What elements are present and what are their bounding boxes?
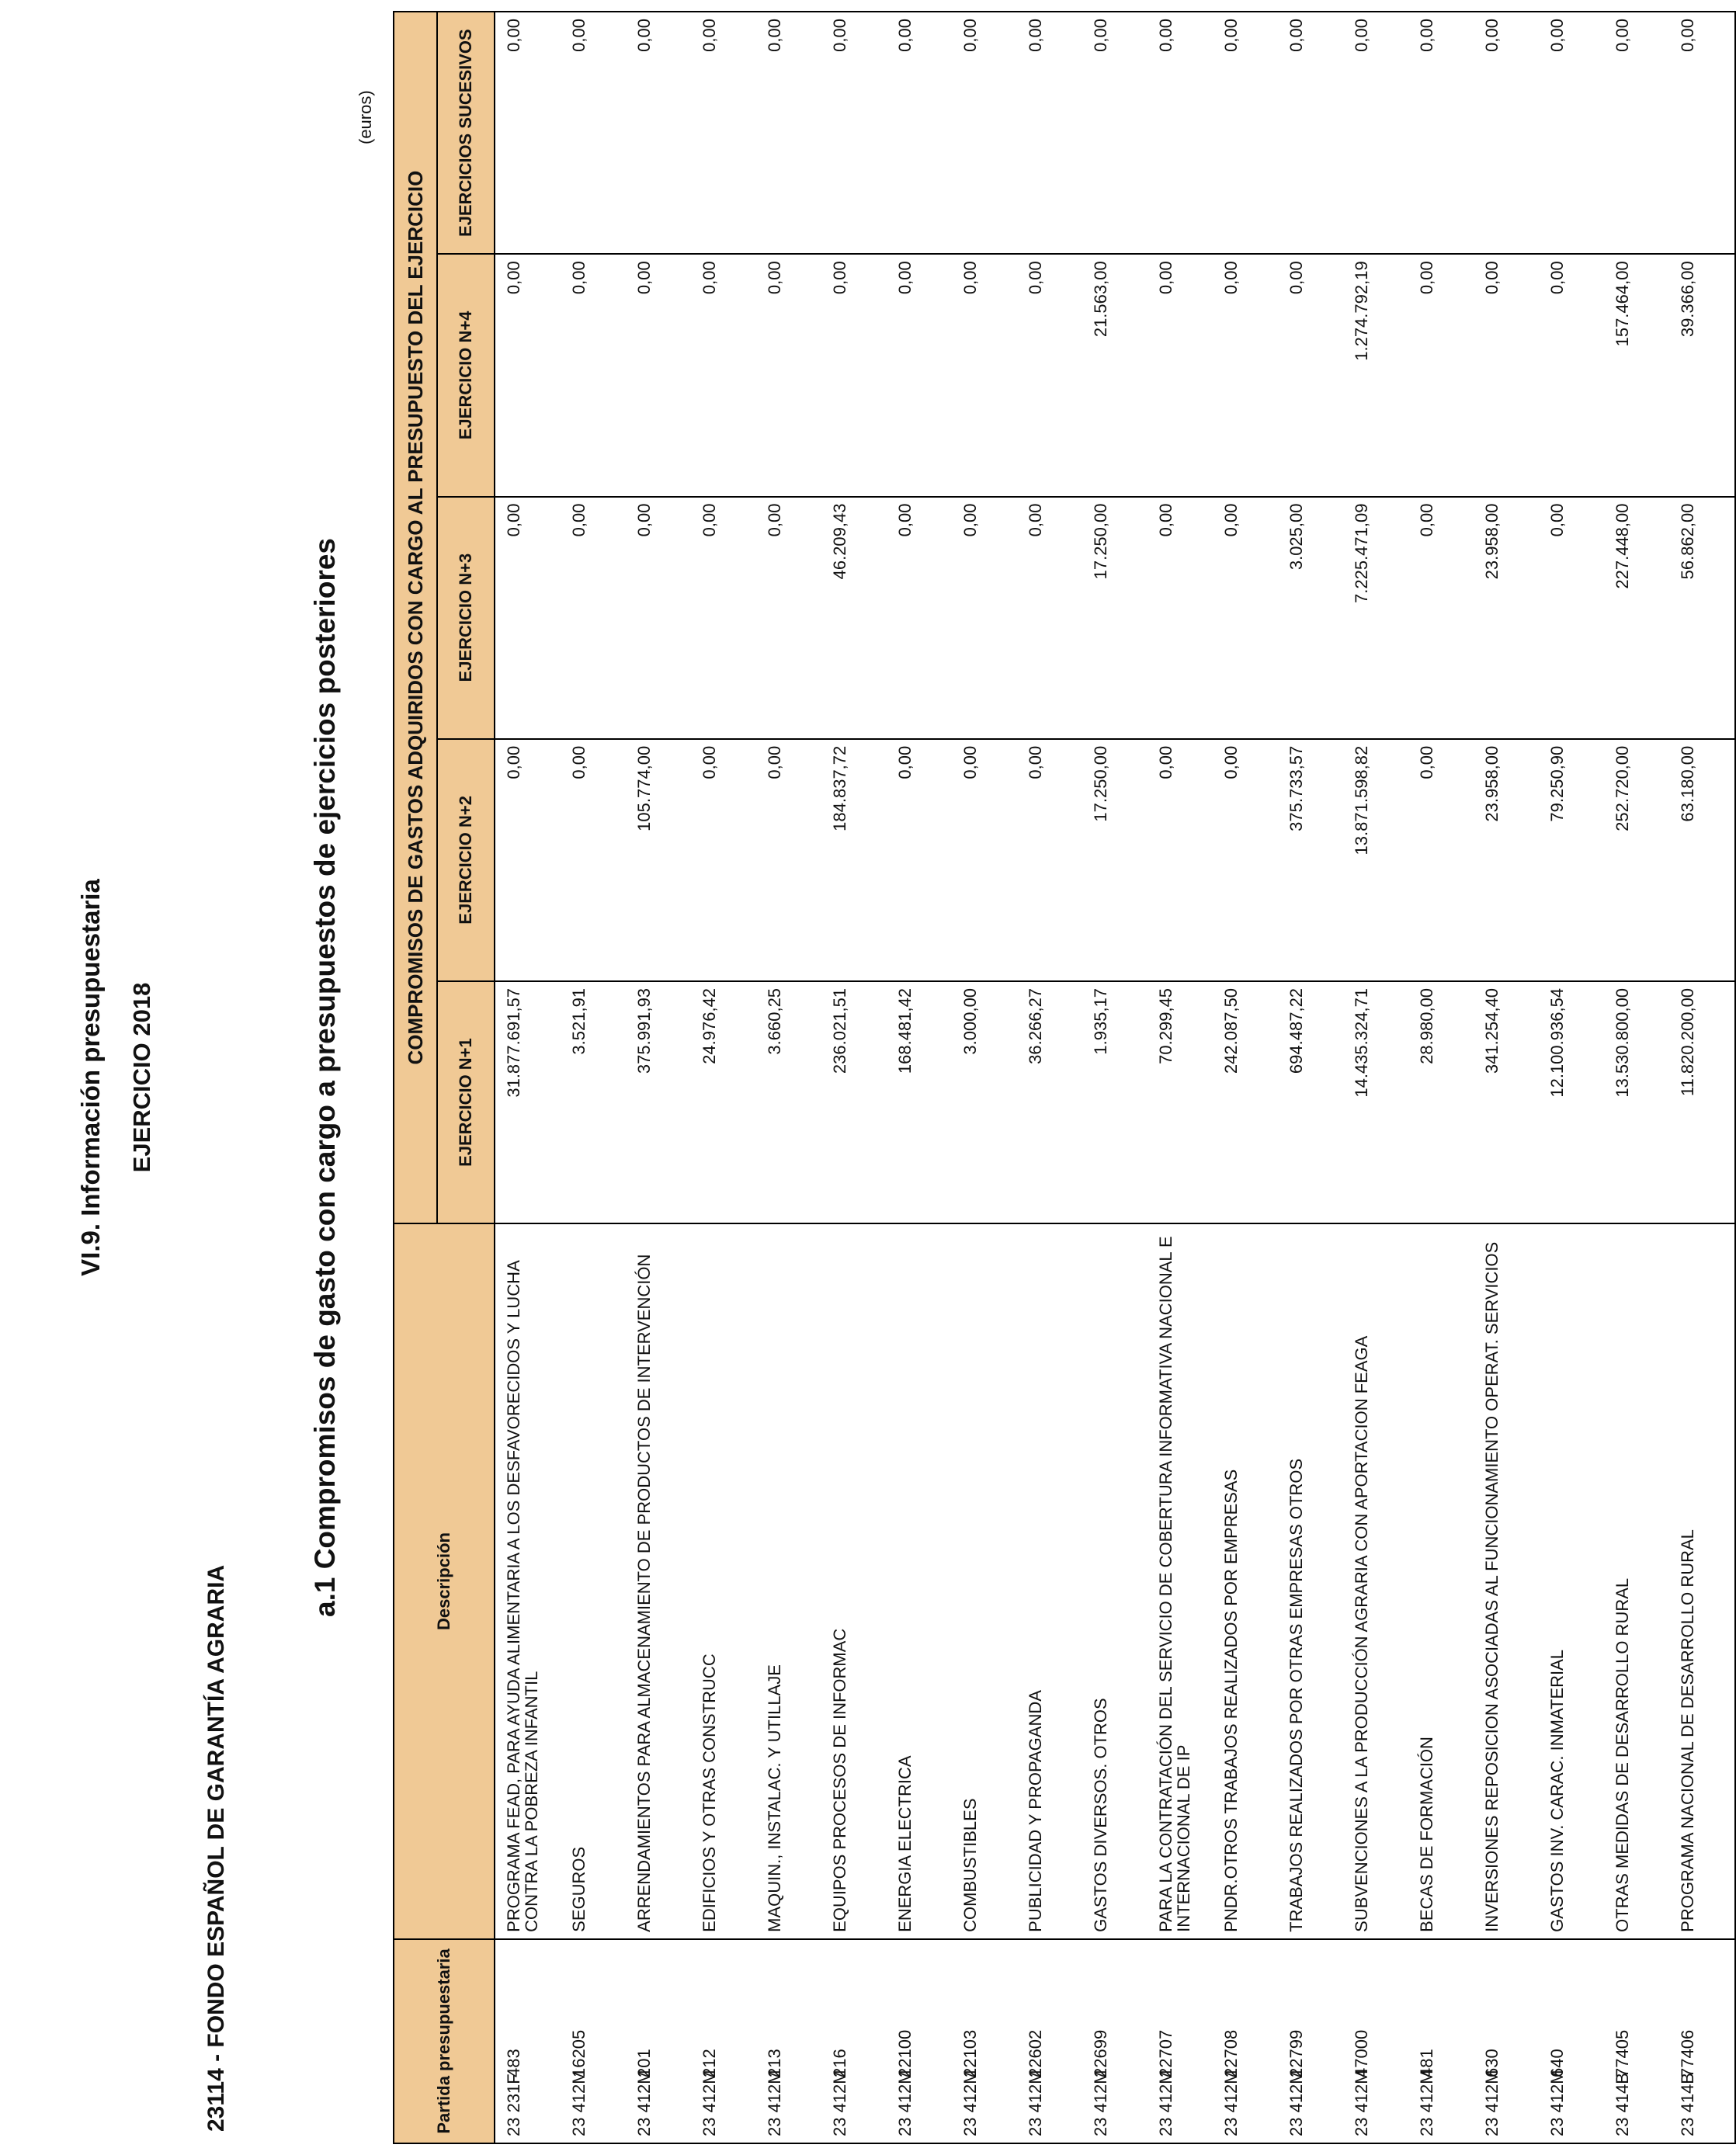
table-row [1408,12,1474,2143]
cell-ejercicios-sucesivos: 0,00 [821,12,887,254]
table-row [821,12,887,2143]
cell-ejercicio-n4: 21.563,00 [1082,254,1147,496]
cell-ejercicios-sucesivos: 0,00 [1604,12,1669,254]
cell-ejercicio-n2: 0,00 [1017,739,1082,981]
cell-ejercicio-n2: 252.720,00 [1604,739,1669,981]
cell-ejercicio-n2: 0,00 [1147,739,1213,981]
cell-descripcion: OTRAS MEDIDAS DE DESARROLLO RURAL [1604,1223,1669,1939]
cell-descripcion: PARA LA CONTRATACIÓN DEL SERVICIO DE COBERTURA INFORMATIVA NACIONAL E INTERNACIONAL DE IP [1147,1223,1213,1939]
cell-ejercicio-n1: 242.087,50 [1213,981,1278,1223]
cell-ejercicio-n2: 13.871.598,82 [1343,739,1408,981]
table-row [1278,12,1343,2143]
cell-partida [691,1939,756,2143]
cell-ejercicio-n3: 0,00 [952,497,1017,739]
cell-descripcion: COMBUSTIBLES [952,1223,1017,1939]
cell-descripcion: GASTOS INV. CARAC. INMATERIAL [1539,1223,1604,1939]
cell-ejercicio-n1: 70.299,45 [1147,981,1213,1223]
table-row [1343,12,1408,2143]
table-row [1604,12,1669,2143]
table-row [495,12,561,2143]
cell-ejercicio-n3: 0,00 [756,497,821,739]
cell-ejercicios-sucesivos: 0,00 [626,12,691,254]
partida-concepto: 77405 [1613,2029,1632,2077]
cell-partida [561,1939,626,2143]
partida-concepto: 77406 [1678,2029,1697,2077]
partida-programa: 23 412M [895,2070,915,2136]
table-row [756,12,821,2143]
partida-programa: 23 412M [1417,2070,1436,2136]
partida-concepto: 201 [634,2049,654,2077]
cell-ejercicio-n1: 236.021,51 [821,981,887,1223]
cell-ejercicios-sucesivos: 0,00 [1082,12,1147,254]
partida-programa: 23 231F [504,2073,523,2136]
partida-programa: 23 412M [569,2070,589,2136]
cell-ejercicio-n2: 0,00 [691,739,756,981]
cell-ejercicio-n2: 17.250,00 [1082,739,1147,981]
cell-partida [821,1939,887,2143]
table-row [952,12,1017,2143]
partida-programa: 23 414B [1678,2073,1697,2136]
cell-ejercicio-n2: 63.180,00 [1669,739,1735,981]
partida-concepto: 212 [700,2049,719,2077]
table-row [691,12,756,2143]
cell-ejercicio-n4: 0,00 [561,254,626,496]
partida-concepto: 16205 [569,2029,589,2077]
cell-descripcion: EQUIPOS PROCESOS DE INFORMAC [821,1223,887,1939]
cell-ejercicio-n3: 0,00 [1147,497,1213,739]
cell-descripcion: MAQUIN., INSTALAC. Y UTILLAJE [756,1223,821,1939]
table-row [1213,12,1278,2143]
cell-ejercicio-n2: 0,00 [1213,739,1278,981]
cell-ejercicio-n3: 7.225.471,09 [1343,497,1408,739]
cell-ejercicio-n1: 375.991,93 [626,981,691,1223]
cell-partida [1017,1939,1082,2143]
header-partida: Partida presupuestaria [394,1939,495,2143]
cell-partida [1474,1939,1539,2143]
cell-descripcion: PNDR.OTROS TRABAJOS REALIZADOS POR EMPRESAS [1213,1223,1278,1939]
cell-ejercicio-n4: 0,00 [691,254,756,496]
cell-ejercicio-n2: 184.837,72 [821,739,887,981]
cell-ejercicios-sucesivos: 0,00 [691,12,756,254]
cell-ejercicios-sucesivos: 0,00 [1343,12,1408,254]
cell-ejercicio-n4: 157.464,00 [1604,254,1669,496]
cell-ejercicio-n3: 17.250,00 [1082,497,1147,739]
cell-ejercicios-sucesivos: 0,00 [756,12,821,254]
cell-ejercicio-n3: 46.209,43 [821,497,887,739]
partida-concepto: 47000 [1352,2029,1371,2077]
cell-ejercicio-n4: 0,00 [952,254,1017,496]
cell-ejercicio-n3: 0,00 [691,497,756,739]
cell-partida [1213,1939,1278,2143]
cell-descripcion: ENERGIA ELECTRICA [887,1223,952,1939]
header-compromisos-group: COMPROMISOS DE GASTOS ADQUIRIDOS CON CARGO AL PRESUPUESTO DEL EJERCICIO [394,12,437,1223]
table-row [1539,12,1604,2143]
cell-ejercicio-n1: 13.530.800,00 [1604,981,1669,1223]
partida-programa: 23 412M [1221,2070,1241,2136]
cell-ejercicio-n2: 0,00 [1408,739,1474,981]
units-label: (euros) [356,90,375,144]
table-row [1082,12,1147,2143]
document-subtitle: EJERCICIO 2018 [128,982,155,1173]
partida-programa: 23 412M [1547,2070,1567,2136]
cell-ejercicio-n2: 0,00 [952,739,1017,981]
cell-ejercicio-n2: 105.774,00 [626,739,691,981]
partida-concepto: 22707 [1156,2029,1175,2077]
cell-ejercicio-n1: 31.877.691,57 [495,981,561,1223]
cell-ejercicios-sucesivos: 0,00 [1278,12,1343,254]
partida-concepto: 213 [765,2049,784,2077]
partida-concepto: 22708 [1221,2029,1241,2077]
partida-programa: 23 412M [960,2070,980,2136]
entity-heading: 23114 - FONDO ESPAÑOL DE GARANTÍA AGRARIA [203,1564,229,2132]
cell-descripcion: EDIFICIOS Y OTRAS CONSTRUCC [691,1223,756,1939]
cell-ejercicio-n4: 0,00 [1408,254,1474,496]
cell-ejercicio-n1: 28.980,00 [1408,981,1474,1223]
cell-ejercicios-sucesivos: 0,00 [1408,12,1474,254]
cell-ejercicio-n3: 0,00 [495,497,561,739]
cell-ejercicio-n4: 0,00 [1017,254,1082,496]
partida-programa: 23 412M [1026,2070,1045,2136]
cell-ejercicio-n4: 0,00 [1278,254,1343,496]
partida-concepto: 22699 [1091,2029,1110,2077]
cell-partida [1147,1939,1213,2143]
cell-ejercicio-n1: 168.481,42 [887,981,952,1223]
cell-partida [1604,1939,1669,2143]
cell-ejercicio-n4: 0,00 [887,254,952,496]
cell-descripcion: PUBLICIDAD Y PROPAGANDA [1017,1223,1082,1939]
cell-ejercicio-n4: 0,00 [1147,254,1213,496]
cell-ejercicio-n4: 0,00 [756,254,821,496]
cell-partida [1669,1939,1735,2143]
cell-descripcion: GASTOS DIVERSOS. OTROS [1082,1223,1147,1939]
cell-ejercicios-sucesivos: 0,00 [952,12,1017,254]
partida-programa: 23 412M [1091,2070,1110,2136]
cell-ejercicio-n2: 0,00 [561,739,626,981]
cell-ejercicio-n3: 23.958,00 [1474,497,1539,739]
partida-programa: 23 412M [765,2070,784,2136]
cell-ejercicio-n1: 11.820.200,00 [1669,981,1735,1223]
cell-ejercicio-n2: 0,00 [495,739,561,981]
partida-concepto: 630 [1482,2049,1502,2077]
header-ejercicio-n2: EJERCICIO N+2 [437,739,495,981]
partida-concepto: 640 [1547,2049,1567,2077]
cell-ejercicio-n1: 341.254,40 [1474,981,1539,1223]
cell-descripcion: PROGRAMA NACIONAL DE DESARROLLO RURAL [1669,1223,1735,1939]
cell-ejercicio-n3: 227.448,00 [1604,497,1669,739]
partida-concepto: 483 [504,2049,523,2077]
document-title: VI.9. Información presupuestaria [76,879,105,1276]
partida-programa: 23 414B [1613,2073,1632,2136]
cell-ejercicio-n1: 1.935,17 [1082,981,1147,1223]
commitments-table [393,11,1736,2144]
partida-concepto: 22799 [1286,2029,1306,2077]
cell-partida [1082,1939,1147,2143]
cell-ejercicio-n1: 14.435.324,71 [1343,981,1408,1223]
cell-ejercicio-n1: 36.266,27 [1017,981,1082,1223]
cell-partida [756,1939,821,2143]
cell-ejercicio-n3: 0,00 [1213,497,1278,739]
table-row [1669,12,1735,2143]
cell-ejercicio-n1: 3.521,91 [561,981,626,1223]
partida-programa: 23 412M [700,2070,719,2136]
cell-ejercicio-n3: 0,00 [887,497,952,739]
partida-programa: 23 412M [1482,2070,1502,2136]
cell-descripcion: SUBVENCIONES A LA PRODUCCIÓN AGRARIA CON APORTACION FEAGA [1343,1223,1408,1939]
cell-ejercicios-sucesivos: 0,00 [1539,12,1604,254]
partida-concepto: 481 [1417,2049,1436,2077]
header-ejercicio-n1: EJERCICIO N+1 [437,981,495,1223]
cell-descripcion: TRABAJOS REALIZADOS POR OTRAS EMPRESAS OTROS [1278,1223,1343,1939]
cell-ejercicio-n3: 0,00 [1017,497,1082,739]
table-row [887,12,952,2143]
cell-ejercicio-n4: 0,00 [821,254,887,496]
cell-ejercicio-n4: 39.366,00 [1669,254,1735,496]
table-row [561,12,626,2143]
cell-ejercicios-sucesivos: 0,00 [1669,12,1735,254]
cell-partida [626,1939,691,2143]
cell-ejercicio-n3: 3.025,00 [1278,497,1343,739]
cell-partida [1539,1939,1604,2143]
partida-programa: 23 412M [1156,2070,1175,2136]
cell-descripcion: ARRENDAMIENTOS PARA ALMACENAMIENTO DE PRODUCTOS DE INTERVENCIÓN [626,1223,691,1939]
cell-descripcion: BECAS DE FORMACIÓN [1408,1223,1474,1939]
cell-ejercicio-n1: 12.100.936,54 [1539,981,1604,1223]
cell-ejercicio-n4: 0,00 [495,254,561,496]
cell-ejercicio-n3: 56.862,00 [1669,497,1735,739]
header-ejercicio-n4: EJERCICIO N+4 [437,254,495,496]
partida-concepto: 22103 [960,2029,980,2077]
partida-concepto: 22602 [1026,2029,1045,2077]
cell-ejercicios-sucesivos: 0,00 [495,12,561,254]
cell-partida [952,1939,1017,2143]
cell-ejercicios-sucesivos: 0,00 [1474,12,1539,254]
cell-ejercicios-sucesivos: 0,00 [1017,12,1082,254]
cell-ejercicio-n2: 0,00 [756,739,821,981]
cell-descripcion: PROGRAMA FEAD, PARA AYUDA ALIMENTARIA A LOS DESFAVORECIDOS Y LUCHA CONTRA LA POBREZA INFANTIL [495,1223,561,1939]
cell-ejercicio-n4: 0,00 [1474,254,1539,496]
cell-partida [887,1939,952,2143]
partida-programa: 23 412M [830,2070,849,2136]
partida-concepto: 22100 [895,2029,915,2077]
cell-ejercicio-n1: 3.000,00 [952,981,1017,1223]
cell-partida [1408,1939,1474,2143]
cell-ejercicio-n3: 0,00 [561,497,626,739]
partida-programa: 23 412M [634,2070,654,2136]
header-ejercicios-sucesivos: EJERCICIOS SUCESIVOS [437,12,495,254]
cell-ejercicios-sucesivos: 0,00 [1213,12,1278,254]
table-row [1474,12,1539,2143]
cell-ejercicio-n4: 0,00 [1539,254,1604,496]
cell-partida [495,1939,561,2143]
table-body [495,12,1735,2143]
table-row [626,12,691,2143]
header-descripcion: Descripción [394,1223,495,1939]
cell-ejercicio-n4: 0,00 [1213,254,1278,496]
cell-ejercicio-n2: 23.958,00 [1474,739,1539,981]
cell-ejercicio-n4: 1.274.792,19 [1343,254,1408,496]
section-heading: a.1 Compromisos de gasto con cargo a presupuestos de ejercicios posteriores [309,538,341,1617]
cell-ejercicio-n2: 79.250,90 [1539,739,1604,981]
partida-concepto: 216 [830,2049,849,2077]
table-row [1147,12,1213,2143]
cell-descripcion: INVERSIONES REPOSICION ASOCIADAS AL FUNCIONAMIENTO OPERAT. SERVICIOS [1474,1223,1539,1939]
cell-ejercicio-n1: 694.487,22 [1278,981,1343,1223]
cell-ejercicios-sucesivos: 0,00 [887,12,952,254]
cell-partida [1343,1939,1408,2143]
cell-ejercicio-n1: 24.976,42 [691,981,756,1223]
cell-descripcion: SEGUROS [561,1223,626,1939]
cell-ejercicio-n2: 0,00 [887,739,952,981]
header-ejercicio-n3: EJERCICIO N+3 [437,497,495,739]
partida-programa: 23 412M [1352,2070,1371,2136]
cell-ejercicios-sucesivos: 0,00 [1147,12,1213,254]
cell-ejercicio-n3: 0,00 [626,497,691,739]
cell-ejercicio-n3: 0,00 [1539,497,1604,739]
cell-ejercicio-n3: 0,00 [1408,497,1474,739]
cell-ejercicio-n4: 0,00 [626,254,691,496]
cell-ejercicio-n1: 3.660,25 [756,981,821,1223]
table-row [1017,12,1082,2143]
cell-partida [1278,1939,1343,2143]
cell-ejercicio-n2: 375.733,57 [1278,739,1343,981]
partida-programa: 23 412M [1286,2070,1306,2136]
cell-ejercicios-sucesivos: 0,00 [561,12,626,254]
